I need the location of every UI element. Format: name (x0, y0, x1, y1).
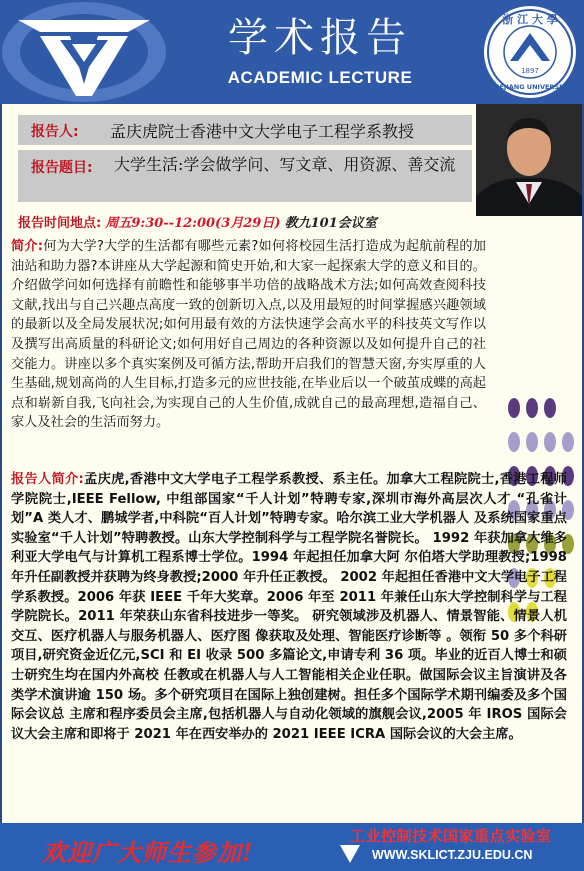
speaker-portrait-icon (476, 104, 582, 216)
intro-paragraph (11, 237, 486, 433)
lab-name: 工业控制技术国家重点实验室 (350, 827, 552, 845)
bio-label: 报告人简介: (11, 472, 84, 487)
speaker-label: 报告人: (31, 124, 79, 140)
speaker-photo (476, 104, 582, 216)
intro-text: 何为大学?大学的生活都有哪些元素?如何将校园生活打造成为起航前程的加油站和助力器?本讲座从大学起源和简史开始,和大家一起探索大学的意义和目的。介绍做学问如何选择有前瞻性和能够事半功倍的战略战术方法;如何高效查阅科技文献,找出与自己兴趣点高度一致的创新切入点,以及用最短的时间掌握感兴趣领域的最新以及全局发展状况;如何用最有效的方法快速学会高水平的科技英文写作以及撰写出高质量的科研论文;如何用好自己周边的各种资源以及如何提升自己的社交能力。讲座以多个真实案例及可循方法,帮助开启我们的智慧天窗,夯实厚重的人生基础,规划高尚的人生目标,打造多元的应世技能,在毕业后以一个破茧成蝶的高起点和崭新自我,飞向社会,为实现自己的人生价值,成就自己的最高理想,造福自己、家人及社会的生活而努力。 (11, 239, 486, 431)
speaker-value: 孟庆虎院士香港中文大学电子工程学系教授 (110, 122, 415, 141)
page-subtitle: ACADEMIC LECTURE (227, 68, 413, 87)
topic-value: 大学生活:学会做学问、写文章、用资源、善交流 (114, 155, 456, 174)
topic-label: 报告题目: (31, 160, 93, 176)
welcome-text: 欢迎广大师生参加! (42, 838, 254, 867)
svg-text:1897: 1897 (521, 67, 539, 75)
dot-icon (526, 398, 538, 418)
lecture-place: 教九101会议室 (284, 216, 377, 231)
header (0, 0, 584, 104)
footer (0, 823, 584, 871)
dot-icon (544, 432, 556, 452)
page-title: 学术报告 (228, 15, 412, 61)
speaker-bar (18, 115, 472, 145)
lab-logo-icon (340, 845, 360, 863)
lab-url-link[interactable]: WWW.SKLICT.ZJU.EDU.CN (372, 848, 533, 862)
dot-icon (508, 398, 520, 418)
time-place-line (18, 212, 478, 232)
svg-text:浙 江 大 學: 浙 江 大 學 (502, 13, 558, 26)
institute-logo-icon (0, 0, 168, 104)
dot-icon (544, 398, 556, 418)
lecture-time: 周五9:30--12:00(3月29日) (105, 216, 281, 231)
dot-icon (562, 432, 574, 452)
bio-text: 孟庆虎,香港中文大学电子工程学系教授、系主任。加拿大工程院院士,香港工程师 学院院士,IEEE Fellow, 中组部国家“千人计划”特聘专家,深圳市海外高层次人才 “孔雀计划”A 类人才、鹏城学者,中科院“百人计划”特聘专家。哈尔滨工业大学机器人 及系统国家重点实验室“千人计划”特聘教授。山东大学控制科学与工程学院名誉院长。 1992 年获加拿大维多利亚大学电气与计算机工程系博士学位。1994 年起担任加拿大阿 尔伯塔大学助理教授;1998 年升任副教授并获聘为终身教授;2000 年升任正教授。 2002 年起担任香港中文大学电子工程学系教授。2006 年获 IEEE 千年大奖章。2006 年至 2011 年兼任山东大学控制科学与工程学院院长。2011 年荣获山东省科技进步一等奖。 研究领域涉及机器人、情景智能、情景人机交互、医疗机器人与服务机器人、医疗图 像获取及处理、智能医疗诊断等 。领衔 50 多个科研项目,研究资金近亿元,SCI 和 EI 收录 500 多篇论文,申请专利 36 项。毕业的近百人博士和硕士研究生均在国内外高校 任教或在机器人与人工智能相关企业任职。做国际会议主旨演讲及各类学术演讲逾 150 场。多个研究项目在国际上独创建树。担任多个国际学术期刊编委及多个国际会议总 主席和程序委员会主席,包括机器人与自动化领域的旗舰会议,2005 年 IROS 国际会 议大会主席和即将于 2021 年在西安举办的 2021 IEEE ICRA 国际会议的大会主席。 (11, 472, 567, 742)
bio-paragraph (11, 470, 567, 744)
intro-label: 简介: (11, 239, 44, 254)
zhejiang-university-seal-icon (480, 3, 580, 101)
topic-bar (18, 150, 472, 202)
dot-icon (526, 432, 538, 452)
dot-icon (508, 432, 520, 452)
svg-text:ZHEJIANG UNIVERSITY: ZHEJIANG UNIVERSITY (489, 83, 571, 91)
time-place-label: 报告时间地点: (18, 216, 102, 231)
